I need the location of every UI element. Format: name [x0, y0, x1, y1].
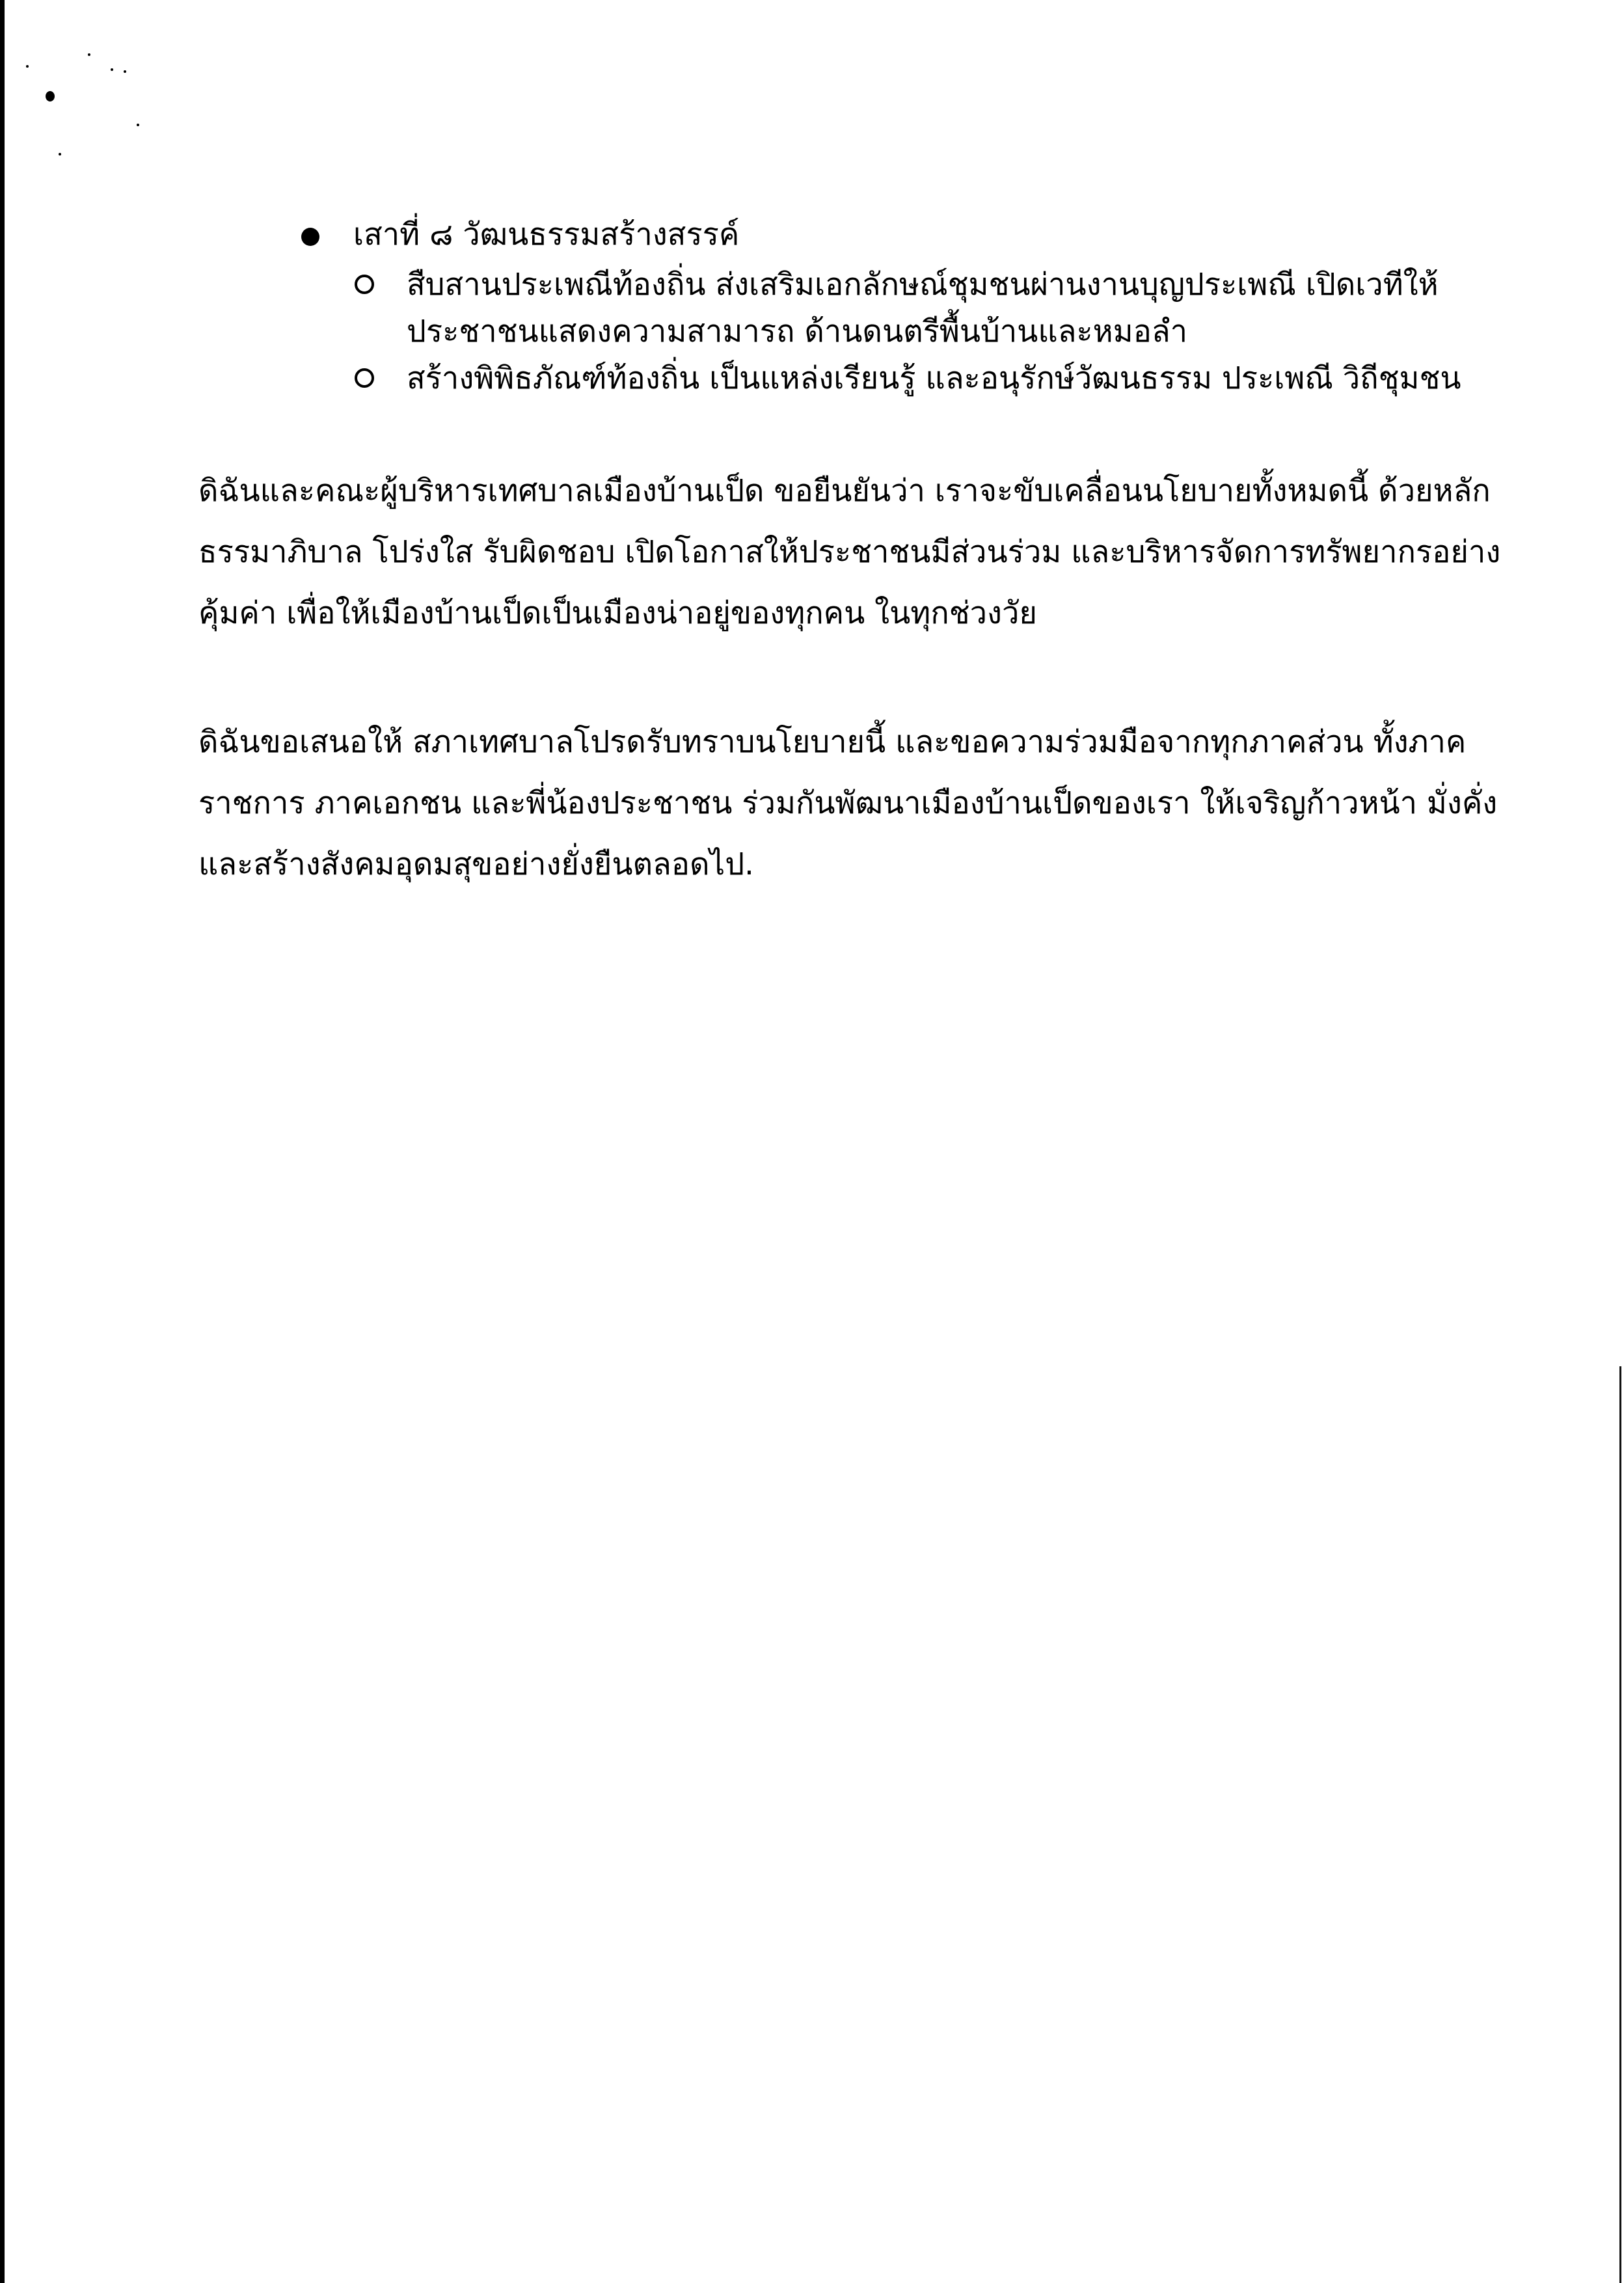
subitem-line: สืบสานประเพณีท้องถิ่น ส่งเสริมเอกลักษณ์ชุมชนผ่านงานบุญประเพณี เปิดเวทีให้	[407, 267, 1439, 303]
bullet-dot-icon	[301, 228, 319, 246]
scan-speck	[26, 65, 29, 68]
paragraph-line: ดิฉันขอเสนอให้ สภาเทศบาลโปรดรับทราบนโยบายนี้ และขอความร่วมมือจากทุกภาคส่วน ทั้งภาค	[198, 724, 1467, 760]
pillar-subitem	[355, 355, 1487, 402]
pillar-title: เสาที่ ๘ วัฒนธรรมสร้างสรรค์	[353, 217, 740, 252]
scan-speck	[111, 68, 113, 71]
commitment-paragraph	[198, 461, 1501, 644]
scan-border-left	[0, 0, 5, 2283]
scan-speck	[88, 53, 90, 56]
pillar-sublist	[355, 262, 1487, 402]
subitem-line: ประชาชนแสดงความสามารถ ด้านดนตรีพื้นบ้านและหมอลำ	[407, 314, 1188, 349]
document-body	[198, 208, 1501, 895]
scan-speck	[59, 153, 61, 155]
hollow-circle-bullet-icon	[355, 368, 374, 388]
paragraph-line: คุ้มค่า เพื่อให้เมืองบ้านเป็ดเป็นเมืองน่าอยู่ของทุกคน ในทุกช่วงวัย	[198, 595, 1037, 631]
hollow-circle-bullet-icon	[355, 275, 374, 294]
paragraph-line: ดิฉันและคณะผู้บริหารเทศบาลเมืองบ้านเป็ด ขอยืนยันว่า เราจะขับเคลื่อนนโยบายทั้งหมดนี้ ด้วยหลัก	[198, 473, 1491, 509]
scan-speck	[137, 124, 139, 126]
paragraph-line: ธรรมาภิบาล โปร่งใส รับผิดชอบ เปิดโอกาสให้ประชาชนมีส่วนร่วม และบริหารจัดการทรัพยากรอย่าง	[198, 534, 1501, 570]
scan-border-right	[1619, 1366, 1621, 2283]
pillar-bullet-item	[249, 208, 1487, 262]
scan-speck	[124, 70, 126, 73]
proposal-paragraph	[198, 712, 1498, 895]
subitem-line: สร้างพิพิธภัณฑ์ท้องถิ่น เป็นแหล่งเรียนรู้ และอนุรักษ์วัฒนธรรม ประเพณี วิถีชุมชน	[407, 360, 1461, 396]
scan-speck	[46, 91, 55, 101]
pillar-subitem	[355, 262, 1487, 355]
paragraph-line: และสร้างสังคมอุดมสุขอย่างยั่งยืนตลอดไป.	[198, 846, 754, 882]
paragraph-line: ราชการ ภาคเอกชน และพี่น้องประชาชน ร่วมกันพัฒนาเมืองบ้านเป็ดของเรา ให้เจริญก้าวหน้า มั่งคั่ง	[198, 785, 1498, 821]
